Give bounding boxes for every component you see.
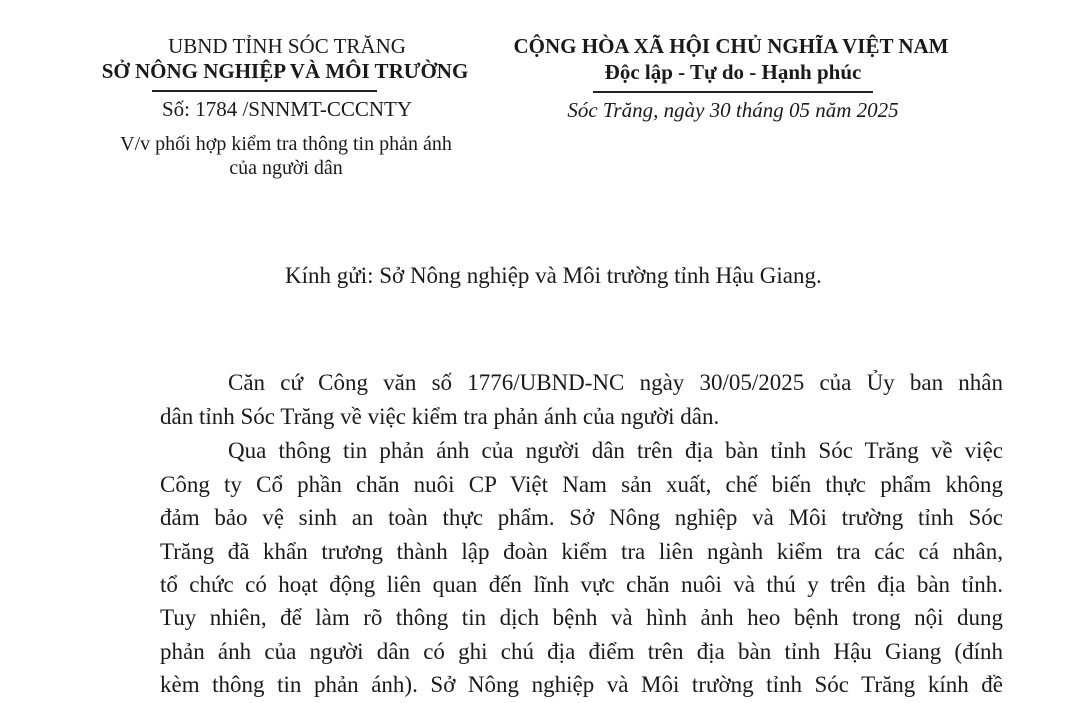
body-line: tổ chức có hoạt động liên quan đến lĩnh vực chăn nuôi và thú y trên địa bàn tỉnh. xyxy=(160,572,1003,597)
body-line: dân tỉnh Sóc Trăng về việc kiểm tra phản ánh của người dân. xyxy=(160,404,720,429)
document-number: Số: 1784 /SNNMT-CCCNTY xyxy=(161,97,413,121)
body-line: Tuy nhiên, để làm rõ thông tin dịch bệnh và hình ảnh heo bệnh trong nội dung xyxy=(160,605,1003,630)
body-line: đảm bảo vệ sinh an toàn thực phẩm. Sở Nông nghiệp và Môi trường tỉnh Sóc xyxy=(160,505,1003,530)
body-line: Công ty Cổ phần chăn nuôi CP Việt Nam sản xuất, chế biến thực phẩm không xyxy=(160,472,1003,497)
body-line: phản ánh của người dân có ghi chú địa điểm trên địa bàn tỉnh Hậu Giang (đính xyxy=(160,639,1003,664)
body-line: Căn cứ Công văn số 1776/UBND-NC ngày 30/05/2025 của Ủy ban nhân xyxy=(228,370,1003,395)
left-header-rule xyxy=(152,90,377,92)
right-header-rule xyxy=(593,91,873,93)
national-title: CỘNG HÒA XÃ HỘI CHỦ NGHĨA VIỆT NAM xyxy=(513,34,949,58)
recipient: Kính gửi: Sở Nông nghiệp và Môi trường tỉnh Hậu Giang. xyxy=(285,263,822,288)
body-line: kèm thông tin phản ánh). Sở Nông nghiệp và Môi trường tỉnh Sóc Trăng kính đề xyxy=(160,672,1003,697)
subject-line-1: V/v phối hợp kiểm tra thông tin phản ánh xyxy=(120,133,452,155)
issuing-authority: UBND TỈNH SÓC TRĂNG xyxy=(168,34,406,58)
body-line: Trăng đã khẩn trương thành lập đoàn kiểm tra liên ngành kiểm tra các cá nhân, xyxy=(160,539,1003,564)
body-line: Qua thông tin phản ánh của người dân trên địa bàn tỉnh Sóc Trăng về việc xyxy=(228,438,1003,463)
place-and-date: Sóc Trăng, ngày 30 tháng 05 năm 2025 xyxy=(567,98,899,122)
issuing-department: SỞ NÔNG NGHIỆP VÀ MÔI TRƯỜNG xyxy=(101,59,469,83)
subject-line-2: của người dân xyxy=(229,157,343,179)
national-motto: Độc lập - Tự do - Hạnh phúc xyxy=(604,60,862,84)
